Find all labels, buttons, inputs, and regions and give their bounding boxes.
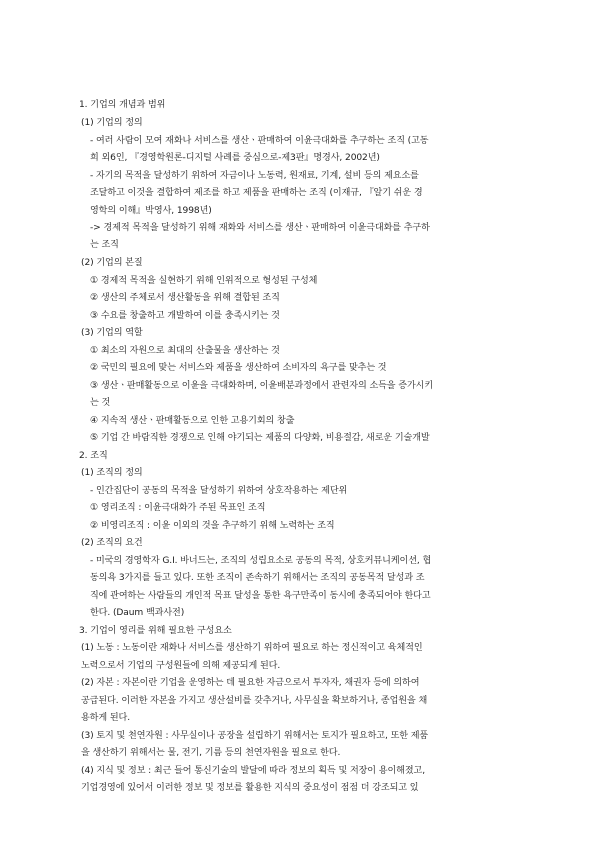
text-line-content: ① 영리조직 : 이윤극대화가 주된 목표인 조직 (90, 503, 266, 513)
text-line (0, 555, 595, 567)
text-line (0, 222, 595, 234)
text-line (0, 135, 595, 147)
text-line (0, 275, 595, 287)
text-line-content: 기업경영에 있어서 이러한 정보 및 정보를 활용한 지식의 중요성이 점점 더 강조되고 있 (81, 783, 419, 793)
text-line (0, 660, 595, 672)
text-line-content: ② 비영리조직 : 이윤 이외의 것을 추구하기 위해 노력하는 조직 (90, 521, 335, 531)
text-line-content: (1) 노동 : 노동이란 재화나 서비스를 생산하기 위하여 필요로 하는 정신적이고 육체적인 (81, 643, 423, 653)
text-line-content: 동의욕 3가지를 들고 있다. 또한 조직이 존속하기 위해서는 조직의 공동목적 달성과 조 (90, 573, 425, 583)
text-line-content: 조달하고 이것을 결합하여 제조를 하고 제품을 판매하는 조직 (이재규, 『알기 쉬운 경 (90, 188, 423, 198)
text-line (0, 502, 595, 514)
text-line-content: 노력으로서 기업의 구성원들에 의해 제공되게 된다. (81, 661, 281, 671)
text-line (0, 730, 595, 742)
text-line (0, 485, 595, 497)
text-line (0, 450, 595, 462)
text-line-content: - 여러 사람이 모여 재화나 서비스를 생산ㆍ판매하여 이윤극대화를 추구하는 조직 (고동 (90, 136, 429, 146)
text-line (0, 467, 595, 479)
text-line (0, 415, 595, 427)
text-line (0, 765, 595, 777)
text-line (0, 747, 595, 759)
text-line-content: - 미국의 경영학자 G.I. 바너드는, 조직의 성립요소로 공동의 목적, 상호커뮤니케이션, 협 (90, 556, 432, 566)
text-line-content: ④ 지속적 생산ㆍ판매활동으로 인한 고용기회의 창출 (90, 416, 295, 426)
text-line-content: (2) 기업의 본질 (81, 258, 143, 268)
text-line (0, 257, 595, 269)
text-line (0, 170, 595, 182)
text-line-content: ③ 수요를 창출하고 개발하여 이를 충족시키는 것 (90, 311, 280, 321)
text-line-content: ② 국민의 필요에 맞는 서비스와 제품을 생산하여 소비자의 욕구를 맞추는 것 (90, 363, 387, 373)
text-line-content: 영학의 이해』박영사, 1998년) (90, 206, 212, 216)
text-line (0, 695, 595, 707)
text-line (0, 205, 595, 217)
text-line (0, 292, 595, 304)
text-line (0, 380, 595, 392)
text-line (0, 117, 595, 129)
text-line (0, 152, 595, 164)
text-line (0, 642, 595, 654)
text-line-content: 직에 관여하는 사람들의 개인적 목표 달성을 통한 욕구만족이 동시에 충족되어야 한다고 (90, 591, 431, 601)
text-line-content: ① 경제적 목적을 실현하기 위해 인위적으로 형성된 구성체 (90, 276, 318, 286)
text-line-content: - 자기의 목적을 달성하기 위하여 자금이나 노동력, 원재료, 기계, 설비 등의 제요소를 (90, 171, 419, 181)
text-line-content: (1) 기업의 정의 (81, 118, 143, 128)
text-line (0, 239, 595, 251)
text-line-content: 공급된다. 이러한 자본을 가지고 생산설비를 갖추거나, 사무실을 확보하거나, 종업원을 채 (81, 696, 428, 706)
text-line-content: (4) 지식 및 정보 : 최근 들어 통신기술의 발달에 따라 정보의 획득 및 저장이 용이해졌고, (81, 766, 425, 776)
text-line-content: 희 외6인, 『경영학원론-디지털 사례를 중심으로-제3판』명경사, 2002년) (90, 153, 380, 163)
text-line-content: -> 경제적 목적을 달성하기 위해 재화와 서비스를 생산ㆍ판매하여 이윤극대화를 추구하 (90, 223, 430, 233)
text-line (0, 327, 595, 339)
text-line-content: 는 것 (90, 398, 111, 408)
text-line (0, 432, 595, 444)
text-line (0, 520, 595, 532)
text-line-content: ③ 생산ㆍ판매활동으로 이윤을 극대화하며, 이윤배분과정에서 관련자의 소득을 증가시키 (90, 381, 434, 391)
text-line (0, 677, 595, 689)
text-line-content: 용하게 된다. (81, 713, 131, 723)
text-line-content: ⑤ 기업 간 바람직한 경쟁으로 인해 야기되는 제품의 다양화, 비용절감, 새로운 기술개발 (90, 433, 430, 443)
text-line-content: 2. 조직 (79, 451, 108, 461)
text-line (0, 397, 595, 409)
text-line (0, 782, 595, 794)
text-line-content: (2) 자본 : 자본이란 기업을 운영하는 데 필요한 자금으로서 투자자, 채권자 등에 의하여 (81, 678, 420, 688)
text-line-content: (3) 기업의 역할 (81, 328, 143, 338)
text-line (0, 712, 595, 724)
text-line-content: (1) 조직의 정의 (81, 468, 143, 478)
text-line (0, 572, 595, 584)
text-line-content: (2) 조직의 요건 (81, 538, 143, 548)
text-line (0, 187, 595, 199)
text-line-content: - 인간집단이 공동의 목적을 달성하기 위하여 상호작용하는 제단위 (90, 486, 348, 496)
text-line-content: ② 생산의 주체로서 생산활동을 위해 결합된 조직 (90, 293, 280, 303)
text-line (0, 99, 595, 111)
text-line (0, 590, 595, 602)
text-line (0, 310, 595, 322)
text-line (0, 345, 595, 357)
text-line-content: 한다. (Daum 백과사전) (90, 608, 185, 618)
text-line (0, 607, 595, 619)
text-line (0, 537, 595, 549)
text-line-content: (3) 토지 및 천연자원 : 사무실이나 공장을 설립하기 위해서는 토지가 필요하고, 또한 제품 (81, 731, 429, 741)
text-line-content: 을 생산하기 위해서는 물, 전기, 기름 등의 천연자원을 필요로 한다. (81, 748, 341, 758)
text-line-content: ① 최소의 자원으로 최대의 산출물을 생산하는 것 (90, 346, 280, 356)
text-line-content: 는 조직 (90, 240, 119, 250)
text-line-content: 1. 기업의 개념과 범위 (79, 100, 166, 110)
text-line (0, 625, 595, 637)
text-line (0, 362, 595, 374)
text-line-content: 3. 기업이 영리를 위해 필요한 구성요소 (79, 626, 232, 636)
